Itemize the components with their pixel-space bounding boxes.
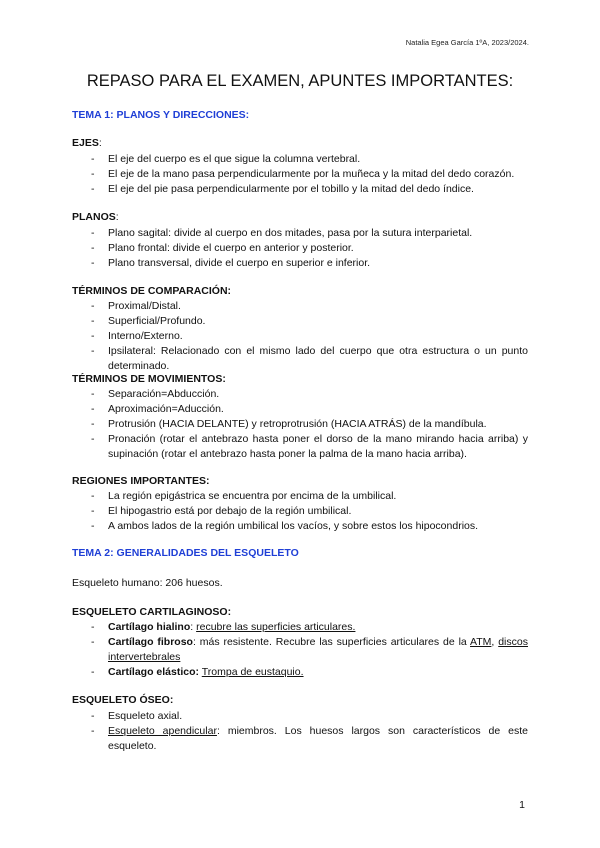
list-item: - Plano transversal, divide el cuerpo en superior e inferior. [0, 256, 528, 271]
ejes-list [0, 152, 600, 197]
list-item: - Cartílago hialino: recubre las superficies articulares. [0, 620, 528, 635]
tema1-title: TEMA 1: PLANOS Y DIRECCIONES: [72, 109, 250, 121]
list-item: - Esqueleto apendicular: miembros. Los huesos largos son característicos de este esqueleto. [0, 724, 528, 754]
list-item: - Proximal/Distal. [0, 299, 528, 314]
list-item: - Plano frontal: divide el cuerpo en anterior y posterior. [0, 241, 528, 256]
page-number: 1 [519, 799, 525, 811]
tema2-title: TEMA 2: GENERALIDADES DEL ESQUELETO [72, 547, 299, 559]
list-item: - Cartílago fibroso: más resistente. Recubre las superficies articulares de la ATM, discos intervertebrales [0, 635, 528, 665]
list-item: - La región epigástrica se encuentra por encima de la umbilical. [0, 489, 528, 504]
list-item: - Interno/Externo. [0, 329, 528, 344]
planos-heading: PLANOS: [72, 211, 119, 223]
comparacion-list [0, 299, 600, 374]
list-item: - Superficial/Profundo. [0, 314, 528, 329]
list-item: - Esqueleto axial. [0, 709, 528, 724]
list-item: - El eje de la mano pasa perpendicularmente por la muñeca y la mitad del dedo corazón. [0, 167, 528, 182]
esqueleto-intro: Esqueleto humano: 206 huesos. [72, 577, 223, 589]
comparacion-heading: TÉRMINOS DE COMPARACIÓN: [72, 285, 232, 297]
document-title: REPASO PARA EL EXAMEN, APUNTES IMPORTANTES: [86, 72, 514, 90]
list-item: - A ambos lados de la región umbilical los vacíos, y sobre estos los hipocondrios. [0, 519, 528, 534]
list-item: - El eje del pie pasa perpendicularmente por el tobillo y la mitad del dedo índice. [0, 182, 528, 197]
header-author: Natalia Egea García 1ºA, 2023/2024. [405, 38, 529, 47]
list-item: - Protrusión (HACIA DELANTE) y retroprotrusión (HACIA ATRÁS) de la mandíbula. [0, 417, 528, 432]
cartilaginoso-heading: ESQUELETO CARTILAGINOSO: [72, 606, 232, 618]
list-item: - Ipsilateral: Relacionado con el mismo lado del cuerpo que otra estructura o un punto determinado. [0, 344, 528, 374]
regiones-heading: REGIONES IMPORTANTES: [72, 475, 210, 487]
ejes-heading: EJES: [72, 137, 102, 149]
regiones-list [0, 489, 600, 534]
list-item: - El eje del cuerpo es el que sigue la columna vertebral. [0, 152, 528, 167]
list-item: - Plano sagital: divide al cuerpo en dos mitades, pasa por la sutura interparietal. [0, 226, 528, 241]
list-item: - Cartílago elástico: Trompa de eustaquio. [0, 665, 528, 680]
list-item: - Aproximación=Aducción. [0, 402, 528, 417]
list-item: - Pronación (rotar el antebrazo hasta poner el dorso de la mano mirando hacia arriba) y supinación (rotar el antebrazo hasta poner la palma de la mano hacia arriba). [0, 432, 528, 462]
movimientos-heading: TÉRMINOS DE MOVIMIENTOS: [72, 373, 226, 385]
list-item: - El hipogastrio está por debajo de la región umbilical. [0, 504, 528, 519]
planos-list [0, 226, 600, 271]
list-item: - Separación=Abducción. [0, 387, 528, 402]
cartilaginoso-list [0, 620, 600, 680]
movimientos-list [0, 387, 600, 462]
oseo-list [0, 709, 600, 754]
oseo-heading: ESQUELETO ÓSEO: [72, 694, 174, 706]
